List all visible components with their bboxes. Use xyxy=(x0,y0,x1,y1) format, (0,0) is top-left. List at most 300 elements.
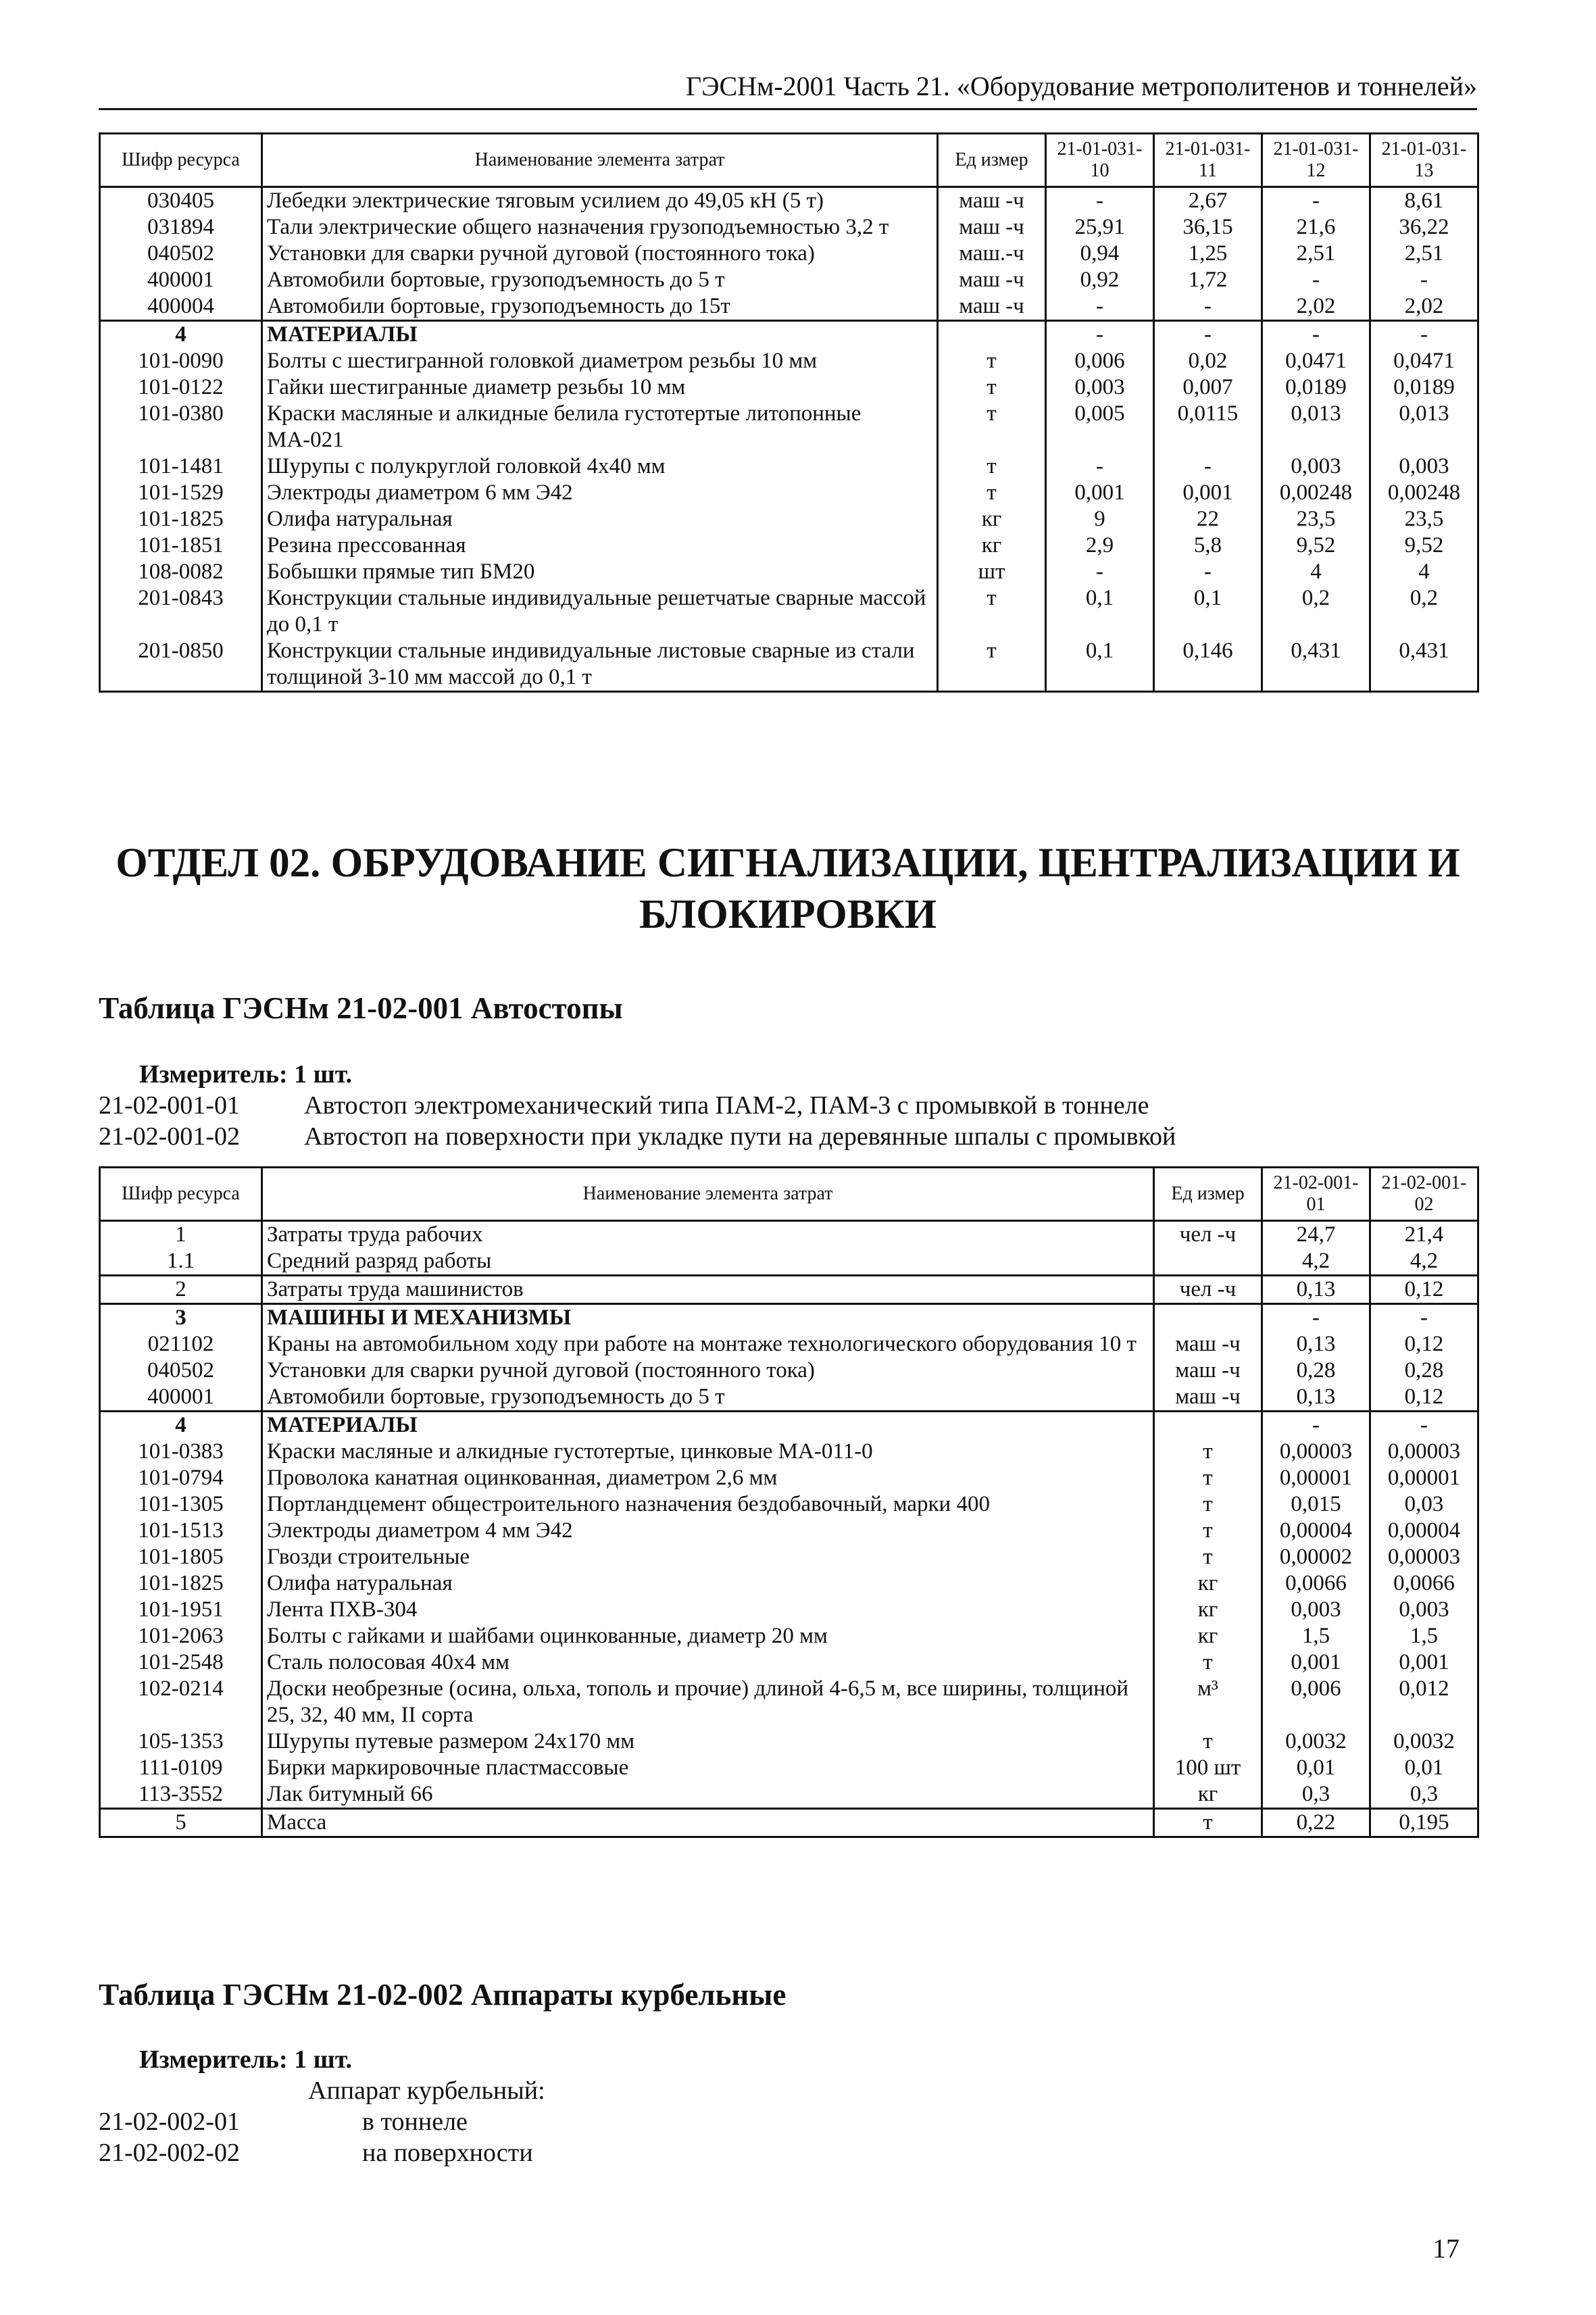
resource-value: 0,00248 xyxy=(1262,480,1370,506)
table-row xyxy=(100,374,1478,401)
resource-code: 101-1951 xyxy=(100,1597,262,1623)
resource-value: - xyxy=(1154,559,1262,585)
resource-unit: чел -ч xyxy=(1154,1276,1262,1304)
resource-value: 0,1 xyxy=(1154,585,1262,638)
resource-code: 2 xyxy=(100,1276,262,1304)
col-header-value: 21-01-031-13 xyxy=(1370,134,1478,187)
variant-desc: в тоннеле xyxy=(362,2108,468,2136)
table-row xyxy=(100,1248,1478,1276)
resource-value: 0,3 xyxy=(1262,1781,1370,1809)
resource-value: 0,1 xyxy=(1046,638,1154,692)
meter-label: Измеритель: xyxy=(139,1060,288,1089)
resource-code: 105-1353 xyxy=(100,1728,262,1755)
table-header-row xyxy=(100,134,1478,187)
running-header: ГЭСНм-2001 Часть 21. «Оборудование метрополитенов и тоннелей» xyxy=(685,71,1477,101)
resource-name: МАТЕРИАЛЫ xyxy=(262,321,938,349)
variant-code: 21-02-002-01 xyxy=(99,2108,240,2136)
resource-code: 400004 xyxy=(100,293,262,321)
table-row xyxy=(100,1331,1478,1358)
resource-value: 1,5 xyxy=(1262,1623,1370,1649)
resource-code: 101-0380 xyxy=(100,401,262,453)
table-row xyxy=(100,401,1478,453)
table-row xyxy=(100,1570,1478,1597)
col-header-value: 21-02-001-01 xyxy=(1262,1168,1370,1221)
resource-value: 9,52 xyxy=(1262,532,1370,559)
meter-line xyxy=(139,2045,352,2074)
resource-unit: т xyxy=(938,480,1046,506)
resource-value: 36,15 xyxy=(1154,214,1262,241)
resource-name: Гайки шестигранные диаметр резьбы 10 мм xyxy=(262,374,938,401)
resource-value: 4 xyxy=(1370,559,1478,585)
resource-value: 0,006 xyxy=(1046,348,1154,374)
resource-unit: кг xyxy=(938,506,1046,532)
table-row xyxy=(100,1384,1478,1412)
resource-value: 0,0032 xyxy=(1262,1728,1370,1755)
resource-value: 0,0189 xyxy=(1262,374,1370,401)
resource-code: 3 xyxy=(100,1304,262,1332)
table-row xyxy=(100,267,1478,293)
resource-name: Электроды диаметром 4 мм Э42 xyxy=(262,1518,1154,1544)
resource-code: 040502 xyxy=(100,241,262,267)
resource-table-21-02-001 xyxy=(99,1166,1479,1838)
resource-name: Шурупы с полукруглой головкой 4x40 мм xyxy=(262,453,938,480)
resource-code: 101-0794 xyxy=(100,1465,262,1491)
table-row xyxy=(100,1276,1478,1304)
resource-value: 23,5 xyxy=(1262,506,1370,532)
table-row xyxy=(100,638,1478,692)
resource-value: 0,00001 xyxy=(1370,1465,1478,1491)
resource-value: - xyxy=(1370,267,1478,293)
table-title-21-02-001: Таблица ГЭСНм 21-02-001 Автостопы xyxy=(99,991,623,1025)
col-header-value: 21-02-001-02 xyxy=(1370,1168,1478,1221)
resource-code: 400001 xyxy=(100,1384,262,1412)
resource-value: - xyxy=(1262,187,1370,215)
resource-value: 0,431 xyxy=(1370,638,1478,692)
resource-name: Олифа натуральная xyxy=(262,1570,1154,1597)
resource-name: Краны на автомобильном ходу при работе на монтаже технологического оборудования 10 т xyxy=(262,1331,1154,1358)
resource-value: 1,5 xyxy=(1370,1623,1478,1649)
col-header-value: 21-01-031-11 xyxy=(1154,134,1262,187)
resource-code: 1.1 xyxy=(100,1248,262,1276)
resource-value: 4,2 xyxy=(1370,1248,1478,1276)
resource-value: 0,003 xyxy=(1262,453,1370,480)
resource-unit: т xyxy=(1154,1544,1262,1570)
resource-name: Затраты труда рабочих xyxy=(262,1221,1154,1249)
resource-code: 101-1805 xyxy=(100,1544,262,1570)
resource-value: 0,01 xyxy=(1262,1755,1370,1781)
resource-value: 2,51 xyxy=(1262,241,1370,267)
table-row xyxy=(100,506,1478,532)
resource-name: Масса xyxy=(262,1809,1154,1837)
table-title-21-02-002: Таблица ГЭСНм 21-02-002 Аппараты курбельные xyxy=(99,1978,787,2012)
resource-value: 4,2 xyxy=(1262,1248,1370,1276)
resource-value: 0,013 xyxy=(1262,401,1370,453)
resource-unit xyxy=(938,321,1046,349)
resource-value: 0,00001 xyxy=(1262,1465,1370,1491)
table-row xyxy=(100,1544,1478,1570)
resource-value: 0,001 xyxy=(1154,480,1262,506)
resource-value: 0,0032 xyxy=(1370,1728,1478,1755)
resource-value: 0,12 xyxy=(1370,1331,1478,1358)
resource-value: 0,195 xyxy=(1370,1809,1478,1837)
resource-value: 0,00248 xyxy=(1370,480,1478,506)
resource-unit: т xyxy=(1154,1809,1262,1837)
resource-code: 101-0122 xyxy=(100,374,262,401)
col-header-name: Наименование элемента затрат xyxy=(262,1168,1154,1221)
table-row xyxy=(100,559,1478,585)
resource-code: 1 xyxy=(100,1221,262,1249)
resource-value: 0,13 xyxy=(1262,1276,1370,1304)
variant-desc: Автостоп электромеханический типа ПАМ-2, ПАМ-3 с промывкой в тоннеле xyxy=(304,1091,1149,1120)
resource-value: 0,13 xyxy=(1262,1331,1370,1358)
variant-row xyxy=(99,2138,1477,2168)
resource-name: МАШИНЫ И МЕХАНИЗМЫ xyxy=(262,1304,1154,1332)
table-row xyxy=(100,1809,1478,1837)
table-row xyxy=(100,293,1478,321)
resource-code: 040502 xyxy=(100,1358,262,1384)
table-header-row xyxy=(100,1168,1478,1221)
resource-value: 0,13 xyxy=(1262,1384,1370,1412)
resource-unit: кг xyxy=(1154,1597,1262,1623)
section-title: ОТДЕЛ 02. ОБРУДОВАНИЕ СИГНАЛИЗАЦИИ, ЦЕНТРАЛИЗАЦИИ И БЛОКИРОВКИ xyxy=(116,841,1460,937)
resource-unit: т xyxy=(1154,1491,1262,1518)
resource-value: 24,7 xyxy=(1262,1221,1370,1249)
resource-value: - xyxy=(1262,1412,1370,1439)
resource-unit xyxy=(1154,1304,1262,1332)
resource-name: Электроды диаметром 6 мм Э42 xyxy=(262,480,938,506)
table-row xyxy=(100,532,1478,559)
resource-name: Шурупы путевые размером 24x170 мм xyxy=(262,1728,1154,1755)
resource-name: Краски масляные и алкидные белила густотертые литопонные МА-021 xyxy=(262,401,938,453)
resource-unit: т xyxy=(1154,1728,1262,1755)
resource-unit: чел -ч xyxy=(1154,1221,1262,1249)
variant-code: 21-02-002-02 xyxy=(99,2139,240,2167)
resource-value: 1,72 xyxy=(1154,267,1262,293)
resource-value: 0,146 xyxy=(1154,638,1262,692)
resource-value: 9,52 xyxy=(1370,532,1478,559)
table-row xyxy=(100,453,1478,480)
resource-value: 2,02 xyxy=(1262,293,1370,321)
resource-value: 0,003 xyxy=(1370,453,1478,480)
resource-value: - xyxy=(1046,293,1154,321)
page-number: 17 xyxy=(1432,2233,1460,2264)
resource-code: 201-0843 xyxy=(100,585,262,638)
resource-code: 101-1851 xyxy=(100,532,262,559)
resource-name: Конструкции стальные индивидуальные решетчатые сварные массой до 0,1 т xyxy=(262,585,938,638)
resource-value: 0,22 xyxy=(1262,1809,1370,1837)
resource-value: 0,001 xyxy=(1370,1649,1478,1676)
table-row xyxy=(100,348,1478,374)
resource-value: 0,92 xyxy=(1046,267,1154,293)
resource-name: Резина прессованная xyxy=(262,532,938,559)
resource-name: Проволока канатная оцинкованная, диаметром 2,6 мм xyxy=(262,1465,1154,1491)
resource-value: 0,00004 xyxy=(1262,1518,1370,1544)
table-row xyxy=(100,1439,1478,1465)
resource-unit: кг xyxy=(938,532,1046,559)
table-row xyxy=(100,241,1478,267)
resource-unit: т xyxy=(938,374,1046,401)
resource-value: 0,013 xyxy=(1370,401,1478,453)
table-row xyxy=(100,1304,1478,1332)
resource-code: 113-3552 xyxy=(100,1781,262,1809)
resource-code: 021102 xyxy=(100,1331,262,1358)
resource-value: 1,25 xyxy=(1154,241,1262,267)
variant-row xyxy=(99,1122,1477,1151)
resource-code: 101-1825 xyxy=(100,506,262,532)
col-header-value: 21-01-031-10 xyxy=(1046,134,1154,187)
resource-code: 4 xyxy=(100,321,262,349)
resource-unit: маш.-ч xyxy=(938,241,1046,267)
resource-value: - xyxy=(1262,267,1370,293)
variant-group-label: Аппарат курбельный: xyxy=(308,2076,545,2105)
resource-name: Краски масляные и алкидные густотертые, цинковые МА-011-0 xyxy=(262,1439,1154,1465)
col-header-unit: Ед измер xyxy=(938,134,1046,187)
resource-unit: маш -ч xyxy=(938,293,1046,321)
col-header-code: Шифр ресурса xyxy=(100,1168,262,1221)
resource-unit: т xyxy=(1154,1649,1262,1676)
resource-code: 108-0082 xyxy=(100,559,262,585)
resource-value: - xyxy=(1262,321,1370,349)
resource-value: 0,94 xyxy=(1046,241,1154,267)
resource-value: 0,005 xyxy=(1046,401,1154,453)
resource-code: 101-0090 xyxy=(100,348,262,374)
resource-value: 0,1 xyxy=(1046,585,1154,638)
resource-code: 4 xyxy=(100,1412,262,1439)
resource-value: 0,006 xyxy=(1262,1676,1370,1728)
resource-code: 101-0383 xyxy=(100,1439,262,1465)
resource-name: Автомобили бортовые, грузоподъемность до 5 т xyxy=(262,267,938,293)
resource-name: Сталь полосовая 40x4 мм xyxy=(262,1649,1154,1676)
resource-value: 0,001 xyxy=(1046,480,1154,506)
resource-code: 101-1529 xyxy=(100,480,262,506)
resource-value: 0,431 xyxy=(1262,638,1370,692)
resource-name: Болты с шестигранной головкой диаметром резьбы 10 мм xyxy=(262,348,938,374)
col-header-name: Наименование элемента затрат xyxy=(262,134,938,187)
resource-unit: маш -ч xyxy=(1154,1331,1262,1358)
resource-value: 0,03 xyxy=(1370,1491,1478,1518)
resource-value: 0,00003 xyxy=(1370,1439,1478,1465)
resource-value: 0,2 xyxy=(1262,585,1370,638)
resource-name: Бобышки прямые тип БМ20 xyxy=(262,559,938,585)
resource-value: 0,003 xyxy=(1262,1597,1370,1623)
resource-name: Болты с гайками и шайбами оцинкованные, диаметр 20 мм xyxy=(262,1623,1154,1649)
resource-value: 2,51 xyxy=(1370,241,1478,267)
resource-name: Установки для сварки ручной дуговой (постоянного тока) xyxy=(262,1358,1154,1384)
resource-code: 400001 xyxy=(100,267,262,293)
resource-value: 0,02 xyxy=(1154,348,1262,374)
resource-value: - xyxy=(1046,187,1154,215)
resource-code: 101-1825 xyxy=(100,1570,262,1597)
resource-value: 22 xyxy=(1154,506,1262,532)
meter-value: 1 шт. xyxy=(294,1060,353,1089)
resource-unit: т xyxy=(938,638,1046,692)
resource-value: 0,0066 xyxy=(1370,1570,1478,1597)
col-header-unit: Ед измер xyxy=(1154,1168,1262,1221)
resource-value: 0,0471 xyxy=(1370,348,1478,374)
resource-value: - xyxy=(1154,321,1262,349)
resource-name: Установки для сварки ручной дуговой (постоянного тока) xyxy=(262,241,938,267)
resource-value: 0,00003 xyxy=(1262,1439,1370,1465)
resource-unit: т xyxy=(1154,1465,1262,1491)
meter-line xyxy=(139,1060,352,1089)
resource-value: - xyxy=(1154,453,1262,480)
variant-row xyxy=(99,1091,1477,1120)
resource-value: - xyxy=(1046,453,1154,480)
resource-value: 23,5 xyxy=(1370,506,1478,532)
table-row xyxy=(100,1676,1478,1728)
variant-code: 21-02-001-01 xyxy=(99,1091,240,1120)
resource-unit: т xyxy=(938,348,1046,374)
resource-value: 0,001 xyxy=(1262,1649,1370,1676)
table-row xyxy=(100,1755,1478,1781)
resource-unit: т xyxy=(938,453,1046,480)
table-row xyxy=(100,1781,1478,1809)
resource-value: 4 xyxy=(1262,559,1370,585)
resource-code: 111-0109 xyxy=(100,1755,262,1781)
resource-value: 0,28 xyxy=(1370,1358,1478,1384)
meter-label: Измеритель: xyxy=(139,2045,288,2074)
resource-unit: маш -ч xyxy=(1154,1358,1262,1384)
resource-name: Затраты труда машинистов xyxy=(262,1276,1154,1304)
resource-value: 0,003 xyxy=(1370,1597,1478,1623)
table-row xyxy=(100,1465,1478,1491)
header-rule xyxy=(99,108,1477,110)
resource-value: 25,91 xyxy=(1046,214,1154,241)
col-header-code: Шифр ресурса xyxy=(100,134,262,187)
variant-row xyxy=(99,2107,1477,2137)
resource-code: 101-1481 xyxy=(100,453,262,480)
resource-unit: маш -ч xyxy=(938,187,1046,215)
resource-value: - xyxy=(1046,559,1154,585)
resource-value: - xyxy=(1262,1304,1370,1332)
table-row xyxy=(100,321,1478,349)
variant-desc: Автостоп на поверхности при укладке пути на деревянные шпалы с промывкой xyxy=(304,1122,1176,1151)
resource-code: 030405 xyxy=(100,187,262,215)
resource-value: 0,0471 xyxy=(1262,348,1370,374)
resource-unit: кг xyxy=(1154,1781,1262,1809)
resource-name: Лебедки электрические тяговым усилием до 49,05 кН (5 т) xyxy=(262,187,938,215)
resource-code: 101-1513 xyxy=(100,1518,262,1544)
resource-unit: шт xyxy=(938,559,1046,585)
resource-unit xyxy=(1154,1412,1262,1439)
resource-name: Тали электрические общего назначения грузоподъемностью 3,2 т xyxy=(262,214,938,241)
resource-name: Бирки маркировочные пластмассовые xyxy=(262,1755,1154,1781)
resource-value: - xyxy=(1154,293,1262,321)
resource-code: 201-0850 xyxy=(100,638,262,692)
col-header-value: 21-01-031-12 xyxy=(1262,134,1370,187)
resource-value: 5,8 xyxy=(1154,532,1262,559)
table-row xyxy=(100,1491,1478,1518)
resource-unit: кг xyxy=(1154,1623,1262,1649)
resource-name: Лента ПХВ-304 xyxy=(262,1597,1154,1623)
resource-unit: маш -ч xyxy=(938,267,1046,293)
table-row xyxy=(100,1649,1478,1676)
resource-name: Гвозди строительные xyxy=(262,1544,1154,1570)
table-row xyxy=(100,1623,1478,1649)
resource-code: 101-2063 xyxy=(100,1623,262,1649)
resource-unit: т xyxy=(1154,1518,1262,1544)
resource-code: 031894 xyxy=(100,214,262,241)
resource-value: 0,007 xyxy=(1154,374,1262,401)
resource-value: 8,61 xyxy=(1370,187,1478,215)
meter-value: 1 шт. xyxy=(294,2045,353,2074)
resource-name: Портландцемент общестроительного назначения бездобавочный, марки 400 xyxy=(262,1491,1154,1518)
table-row xyxy=(100,1221,1478,1249)
resource-value: - xyxy=(1370,1304,1478,1332)
table-row xyxy=(100,187,1478,215)
resource-code: 5 xyxy=(100,1809,262,1837)
resource-value: 2,67 xyxy=(1154,187,1262,215)
resource-name: Автомобили бортовые, грузоподъемность до 15т xyxy=(262,293,938,321)
resource-value: 0,0189 xyxy=(1370,374,1478,401)
resource-unit: м³ xyxy=(1154,1676,1262,1728)
variant-code: 21-02-001-02 xyxy=(99,1122,240,1151)
resource-value: 0,12 xyxy=(1370,1276,1478,1304)
table-row xyxy=(100,585,1478,638)
resource-table-21-01-031 xyxy=(99,132,1479,693)
resource-value: 21,6 xyxy=(1262,214,1370,241)
resource-value: 0,00004 xyxy=(1370,1518,1478,1544)
table-row xyxy=(100,1412,1478,1439)
resource-unit: кг xyxy=(1154,1570,1262,1597)
resource-code: 101-2548 xyxy=(100,1649,262,1676)
table-row xyxy=(100,214,1478,241)
resource-unit: маш -ч xyxy=(938,214,1046,241)
resource-value: 0,00003 xyxy=(1370,1544,1478,1570)
resource-value: 0,2 xyxy=(1370,585,1478,638)
resource-name: Средний разряд работы xyxy=(262,1248,1154,1276)
resource-value: - xyxy=(1370,1412,1478,1439)
resource-value: - xyxy=(1370,321,1478,349)
resource-value: 2,02 xyxy=(1370,293,1478,321)
table-row xyxy=(100,1728,1478,1755)
table-row xyxy=(100,480,1478,506)
resource-value: 0,00002 xyxy=(1262,1544,1370,1570)
resource-value: 0,12 xyxy=(1370,1384,1478,1412)
resource-name: Доски необрезные (осина, ольха, тополь и прочие) длиной 4-6,5 м, все ширины, толщиной 25, 32, 40 мм, II сорта xyxy=(262,1676,1154,1728)
resource-value: 0,3 xyxy=(1370,1781,1478,1809)
resource-name: Конструкции стальные индивидуальные листовые сварные из стали толщиной 3-10 мм массой до 0,1 т xyxy=(262,638,938,692)
resource-code: 101-1305 xyxy=(100,1491,262,1518)
resource-value: 0,015 xyxy=(1262,1491,1370,1518)
resource-name: МАТЕРИАЛЫ xyxy=(262,1412,1154,1439)
resource-unit: маш -ч xyxy=(1154,1384,1262,1412)
resource-value: 0,0115 xyxy=(1154,401,1262,453)
resource-value: 0,0066 xyxy=(1262,1570,1370,1597)
resource-value: - xyxy=(1046,321,1154,349)
resource-value: 2,9 xyxy=(1046,532,1154,559)
resource-value: 0,012 xyxy=(1370,1676,1478,1728)
resource-code: 102-0214 xyxy=(100,1676,262,1728)
resource-value: 0,003 xyxy=(1046,374,1154,401)
resource-unit xyxy=(1154,1248,1262,1276)
table-row xyxy=(100,1518,1478,1544)
resource-name: Автомобили бортовые, грузоподъемность до 5 т xyxy=(262,1384,1154,1412)
variant-desc: на поверхности xyxy=(362,2139,533,2167)
resource-name: Лак битумный 66 xyxy=(262,1781,1154,1809)
table-row xyxy=(100,1597,1478,1623)
resource-unit: 100 шт xyxy=(1154,1755,1262,1781)
resource-unit: т xyxy=(1154,1439,1262,1465)
resource-value: 36,22 xyxy=(1370,214,1478,241)
resource-value: 9 xyxy=(1046,506,1154,532)
table-row xyxy=(100,1358,1478,1384)
resource-value: 0,28 xyxy=(1262,1358,1370,1384)
resource-unit: т xyxy=(938,585,1046,638)
resource-value: 21,4 xyxy=(1370,1221,1478,1249)
resource-name: Олифа натуральная xyxy=(262,506,938,532)
resource-unit: т xyxy=(938,401,1046,453)
